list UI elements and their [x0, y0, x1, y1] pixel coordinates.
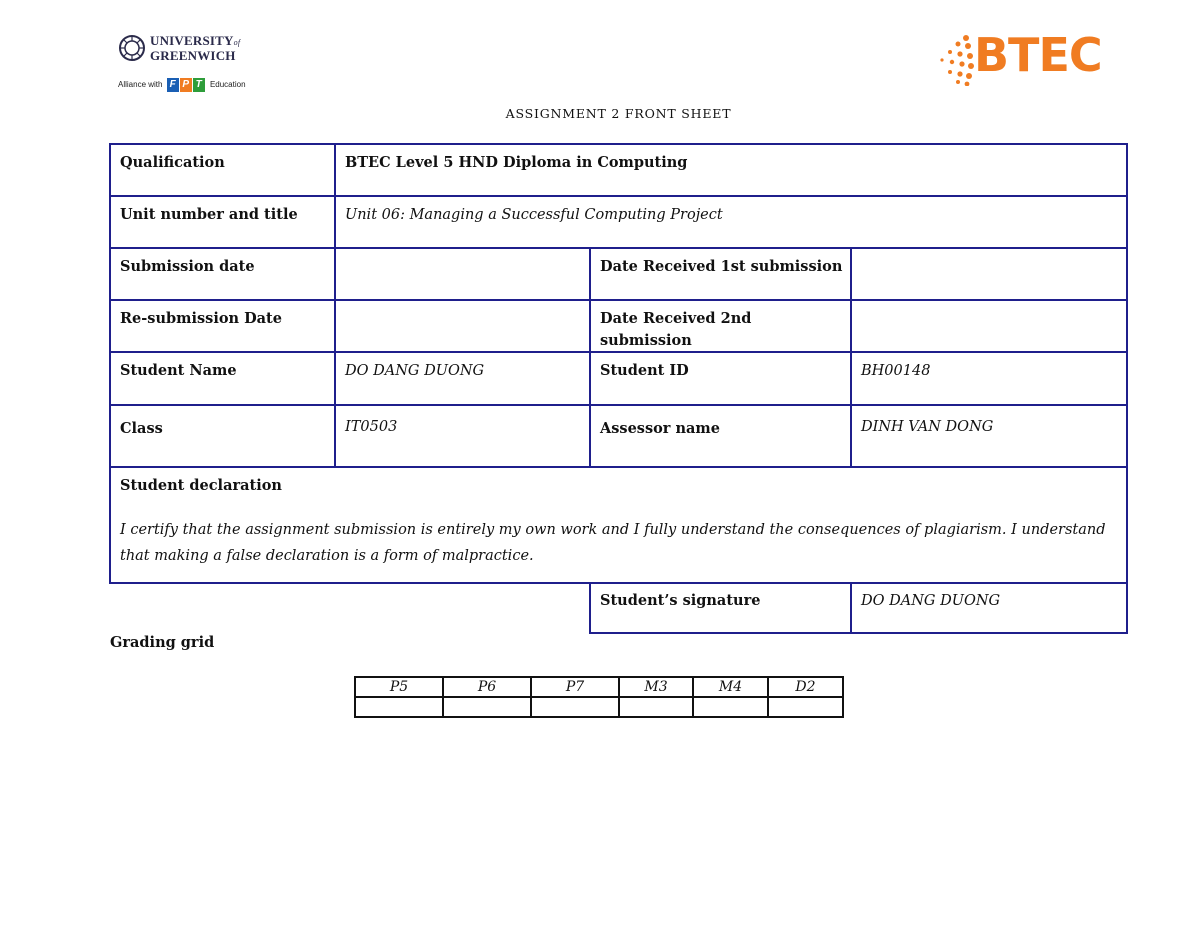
alliance-prefix: Alliance with [118, 80, 163, 90]
assessor-label: Assessor name [600, 420, 720, 437]
submission-date-label: Submission date [120, 258, 255, 275]
student-declaration-text: I certify that the assignment submission is entirely my own work and I fully understand the consequences of plagiarism. I understand that making a false declaration is a form of malpractice. [120, 522, 1106, 564]
grade-cell-m4[interactable] [693, 697, 768, 717]
date-received-1-field[interactable] [852, 249, 1126, 299]
student-declaration-label: Student declaration [120, 477, 282, 494]
fpt-letter-f: F [167, 78, 179, 92]
university-name [150, 34, 240, 62]
grading-value-row [355, 697, 843, 717]
student-name-value: DO DANG DUONG [345, 363, 485, 379]
grading-header-row [355, 677, 843, 697]
submission-date-field[interactable] [336, 249, 589, 299]
grade-header-m3: M3 [619, 677, 693, 697]
document-title: ASSIGNMENT 2 FRONT SHEET [505, 106, 732, 121]
fpt-letter-p: P [180, 78, 192, 92]
grade-header-d2: D2 [768, 677, 843, 697]
university-of: of [233, 38, 241, 47]
grade-header-m4: M4 [693, 677, 768, 697]
assessor-value: DINH VAN DONG [861, 419, 994, 435]
grade-header-p6: P6 [443, 677, 531, 697]
row-divider [109, 404, 1128, 406]
grading-grid-label: Grading grid [110, 634, 215, 651]
university-of-greenwich-logo [118, 34, 253, 92]
qualification-value: BTEC Level 5 HND Diploma in Computing [345, 154, 688, 171]
date-received-2-label: Date Received 2nd submission [600, 310, 752, 349]
class-label: Class [120, 420, 163, 437]
grade-cell-p6[interactable] [443, 697, 531, 717]
resubmission-date-label: Re-submission Date [120, 310, 282, 327]
fpt-letter-t: T [193, 78, 205, 92]
fpt-logo [167, 78, 206, 92]
university-line2: GREENWICH [150, 48, 236, 63]
signature-label: Student’s signature [600, 592, 761, 609]
signature-value: DO DANG DUONG [861, 593, 1001, 609]
resubmission-date-field[interactable] [336, 301, 589, 351]
student-id-label: Student ID [600, 362, 689, 379]
date-received-2-field[interactable] [852, 301, 1126, 351]
grade-cell-m3[interactable] [619, 697, 693, 717]
btec-dots-icon [936, 34, 976, 86]
alliance-suffix: Education [209, 80, 246, 90]
grade-cell-p5[interactable] [355, 697, 443, 717]
grade-header-p5: P5 [355, 677, 443, 697]
alliance-line [118, 78, 246, 92]
grading-grid-table [354, 676, 844, 718]
grade-cell-p7[interactable] [531, 697, 619, 717]
btec-logo-text: BTEC [974, 28, 1102, 82]
student-name-label: Student Name [120, 362, 237, 379]
btec-logo [936, 28, 1102, 90]
class-value: IT0503 [345, 419, 398, 435]
student-id-value: BH00148 [861, 363, 931, 379]
unit-value: Unit 06: Managing a Successful Computing Project [345, 207, 723, 223]
qualification-label: Qualification [120, 154, 225, 171]
university-seal-icon [118, 34, 146, 62]
grade-cell-d2[interactable] [768, 697, 843, 717]
grade-header-p7: P7 [531, 677, 619, 697]
unit-label: Unit number and title [120, 206, 298, 223]
university-line1: UNIVERSITY [150, 33, 234, 48]
date-received-1-label: Date Received 1st submission [600, 258, 843, 275]
